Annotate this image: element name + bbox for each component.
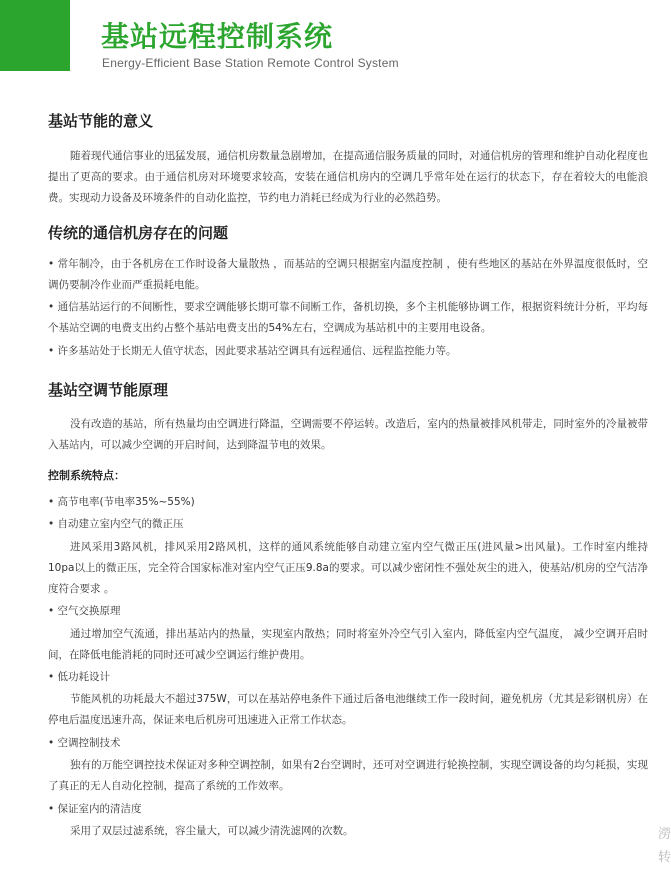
page-subtitle: Energy-Efficient Base Station Remote Control System bbox=[102, 56, 399, 70]
section-heading-problems: 传统的通信机房存在的问题 bbox=[48, 224, 229, 242]
feature-description: 节能风机的功耗最大不超过375W，可以在基站停电条件下通过后备电池继续工作一段时间，避免机房（尤其是彩钢机房）在停电后温度迅速升高，保证来电后机房可迅速进入正常工作状态。 bbox=[48, 693, 648, 726]
side-char: 澇 bbox=[658, 827, 671, 842]
side-char: 转 bbox=[658, 850, 671, 865]
problem-item: • 常年制冷，由于各机房在工作时设备大量散热 ，而基站的空调只根据室内温度控制 ，使有些地区的基站在外界温度很低时，空调仍要制冷作业而严重损耗电能。 bbox=[48, 258, 648, 291]
principle-paragraph: 没有改造的基站，所有热量均由空调进行降温，空调需要不停运转。改造后，室内的热量被排风机带走，同时室外的冷量被带入基站内，可以减少空调的开启时间，达到降温节电的效果。 bbox=[48, 418, 648, 451]
feature-title: • 高节电率(节电率35%~55%) bbox=[48, 496, 195, 508]
feature-title: • 空调控制技术 bbox=[48, 737, 121, 749]
feature-description: 通过增加空气流通，排出基站内的热量，实现室内散热；同时将室外冷空气引入室内，降低室内空气温度， 减少空调开启时间，在降低电能消耗的同时还可减少空调运行维护费用。 bbox=[48, 628, 648, 661]
feature-title: • 自动建立室内空气的微正压 bbox=[48, 518, 184, 530]
problem-item: • 通信基站运行的不间断性，要求空调能够长期可靠不间断工作，备机切换，多个主机能够协调工作，根据资料统计分析，平均每个基站空调的电费支出约占整个基站电费支出的54%左右，空调成为基站机中的主要用电设备。 bbox=[48, 301, 648, 334]
section-heading-significance: 基站节能的意义 bbox=[48, 112, 154, 130]
section-heading-principle: 基站空调节能原理 bbox=[48, 381, 169, 399]
feature-description: 独有的万能空调控技术保证对多种空调控制，如果有2台空调时，还可对空调进行轮换控制，实现空调设备的均匀耗损，实现了真正的无人自动化控制，提高了系统的工作效率。 bbox=[48, 759, 648, 792]
problem-item: • 许多基站处于长期无人值守状态，因此要求基站空调具有远程通信、远程监控能力等。 bbox=[48, 345, 457, 357]
feature-title: • 空气交换原理 bbox=[48, 605, 121, 617]
feature-title: • 低功耗设计 bbox=[48, 671, 111, 683]
feature-description: 采用了双层过滤系统，容尘量大，可以减少清洗滤网的次数。 bbox=[70, 825, 354, 837]
feature-description: 进风采用3路风机，排风采用2路风机，这样的通风系统能够自动建立室内空气微正压(进风量>出风量)。工作时室内维持10pa以上的微正压，完全符合国家标准对室内空气正压9.8a的要求。可以减少密闭性不强处灰尘的进入，使基站/机房的空气洁净度符合要求 。 bbox=[48, 541, 648, 595]
feature-title: • 保证室内的清洁度 bbox=[48, 803, 142, 815]
header-accent-block bbox=[0, 0, 70, 71]
page-title: 基站远程控制系统 bbox=[101, 20, 334, 53]
features-heading: 控制系统特点： bbox=[48, 469, 125, 482]
significance-paragraph: 随着现代通信事业的迅猛发展，通信机房数量急剧增加，在提高通信服务质量的同时，对通信机房的管理和维护自动化程度也提出了更高的要求。由于通信机房对环境要求较高，安装在通信机房内的空调几乎常年处在运行的状态下，存在着较大的电能浪费。实现动力设备及环境条件的自动化监控，节约电力消耗已经成为行业的必然趋势。 bbox=[48, 150, 648, 204]
